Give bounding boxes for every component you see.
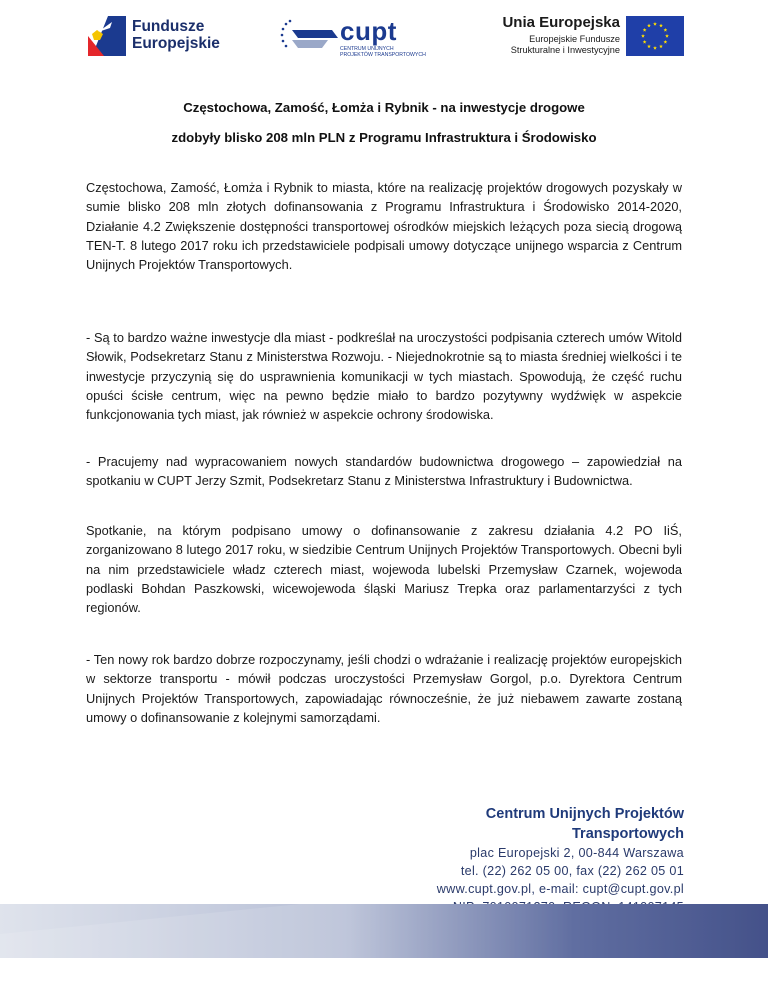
ue-logo-subtitle	[498, 34, 620, 56]
fe-logo-text	[132, 18, 220, 52]
article-paragraph-3: - Pracujemy nad wypracowaniem nowych standardów budownictwa drogowego – zapowiedział na spotkaniu w CUPT Jerzy Szmit, Podsekretarz Stanu z Ministerstwa Infrastruktury i Budownictwa.	[86, 454, 682, 489]
eu-flag-icon	[626, 16, 684, 56]
ue-logo-subtitle-line1: Europejskie Fundusze	[529, 34, 620, 44]
fe-logo-line1: Fundusze	[132, 18, 205, 35]
footer-decorative-band	[0, 904, 768, 958]
footer-address: plac Europejski 2, 00-844 Warszawa	[469, 846, 684, 860]
footer-web: www.cupt.gov.pl, e-mail: cupt@cupt.gov.pl	[436, 882, 684, 896]
cupt-train-icon	[278, 14, 340, 58]
article-paragraph-1: Częstochowa, Zamość, Łomża i Rybnik to miasta, które na realizację projektów drogowych pozyskały w sumie blisko 208 mln złotych dofinansowania z Programu Infrastruktura i Środowisko 2014-2020, Działanie 4.2 Zwiększenie dostępności transportowej ośrodków miejskich leżących poza siecią drogową TEN-T. 8 lutego 2017 roku ich przedstawiciele podpisali umowy dotyczące unijnego wsparcia z Centrum Unijnych Projektów Transportowych.	[86, 180, 682, 273]
article-paragraph-4: Spotkanie, na którym podpisano umowy o dofinansowanie z zakresu działania 4.2 PO IiŚ, zorganizowano 8 lutego 2017 roku, w siedzibie Centrum Unijnych Projektów Transportowych. Obecni byli na nim przedstawiciele władz czterech miast, wojewoda lubelski Przemysław Czarnek, wojewoda podlaski Bohdan Paszkowski, wicewojewoda śląski Mariusz Trepka oraz parlamentarzyści z tych regionów.	[86, 523, 682, 616]
article-title-line2: zdobyły blisko 208 mln PLN z Programu Infrastruktura i Środowisko	[171, 130, 597, 145]
page-header	[0, 0, 768, 70]
article-title-line1: Częstochowa, Zamość, Łomża i Rybnik - na inwestycje drogowe	[183, 100, 585, 115]
ue-logo-title: Unia Europejska	[502, 14, 620, 31]
cupt-logo	[278, 14, 428, 60]
fundusze-europejskie-logo	[86, 14, 220, 60]
article-paragraph-5: - Ten nowy rok bardzo dobrze rozpoczynamy, jeśli chodzi o wdrażanie i realizację projektów europejskich w sektorze transportu - mówił podczas uroczystości Przemysław Gorgol, p.o. Dyrektora Centrum Unijnych Projektów Transportowych, zapowiadając równocześnie, że już niebawem zawarte zostaną umowy o dofinansowanie z kolejnymi samorządami.	[86, 652, 682, 725]
cupt-subtitle-line1: CENTRUM UNIJNYCH	[340, 46, 394, 52]
contact-footer	[380, 804, 684, 916]
fe-logo-line2: Europejskie	[132, 35, 220, 52]
cupt-wordmark: cupt	[340, 16, 397, 46]
fe-star-flag-icon	[86, 14, 128, 58]
cupt-subtitle-line2: PROJEKTÓW TRANSPORTOWYCH	[340, 52, 426, 58]
ue-logo-subtitle-line2: Strukturalne i Inwestycyjne	[510, 45, 620, 55]
footer-phone: tel. (22) 262 05 00, fax (22) 262 05 01	[460, 864, 684, 878]
footer-org-name: Centrum Unijnych Projektów Transportowych	[485, 806, 684, 842]
article-paragraph-2: - Są to bardzo ważne inwestycje dla miast - podkreślał na uroczystości podpisania czterech umów Witold Słowik, Podsekretarz Stanu z Ministerstwa Rozwoju. - Niejednokrotnie są to miasta średniej wielkości i te inwestycje przyczynią się do usprawnienia komunikacji w tych miastach. Spowodują, że część ruchu opuści ścisłe centrum, więc na pewno będzie miało to bardzo pozytywny wydźwięk w aspekcie funkcjonowania tych miast, jak również w aspekcie ochrony środowiska.	[86, 330, 682, 423]
cupt-subtitle	[340, 46, 430, 58]
unia-europejska-logo	[498, 14, 686, 60]
